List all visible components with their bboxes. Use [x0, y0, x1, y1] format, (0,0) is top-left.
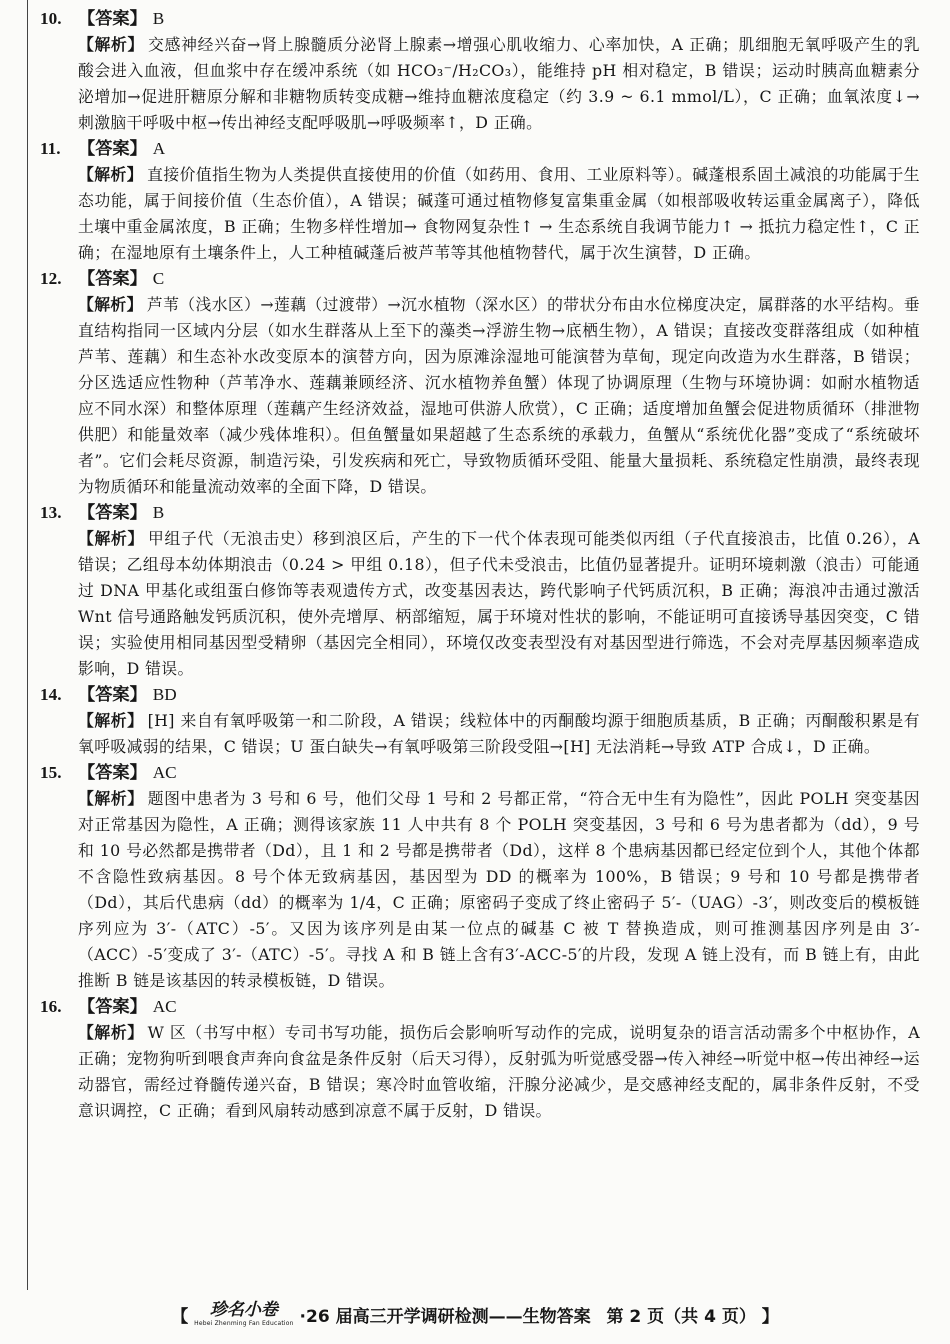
question-item [40, 266, 920, 500]
footer-page-number: 第 2 页（共 4 页） [606, 1307, 756, 1327]
answer-label: 【答案】 [78, 763, 147, 783]
answer-value: AC [152, 763, 177, 782]
brand-logo-subtitle: Hebei Zhenming Fan Education [194, 1320, 294, 1327]
question-number: 12. [40, 269, 62, 288]
explanation-text: 交感神经兴奋→肾上腺髓质分泌肾上腺素→增强心肌收缩力、心率加快，A 正确；肌细胞无氧呼吸产生的乳酸会进入血液，但血浆中存在缓冲系统（如 HCO₃⁻/H₂CO₃），能维持 pH 相对稳定，B 错误；运动时胰高血糖素分泌增加→促进肝糖原分解和非糖物质转变成糖→维持血糖浓度稳定（约 3.9 ~ 6.1 mmol/L），C 正确；血氧浓度↓→刺激脑干呼吸中枢→传出神经支配呼吸肌→呼吸频率↑，D 正确。 [78, 35, 920, 132]
footer-title: ·26 届高三开学调研检测——生物答案 [299, 1307, 591, 1327]
answer-value: B [152, 9, 165, 28]
answer-line [40, 994, 920, 1020]
answer-line [40, 500, 920, 526]
answer-value: BD [152, 685, 177, 704]
answer-line [40, 760, 920, 786]
question-number: 13. [40, 503, 62, 522]
question-item [40, 760, 920, 994]
answer-value: B [152, 503, 165, 522]
question-item [40, 994, 920, 1124]
answer-value: C [152, 269, 165, 288]
answer-value: AC [152, 997, 177, 1016]
question-item [40, 136, 920, 266]
answer-label: 【答案】 [78, 139, 147, 159]
explanation-text: 芦苇（浅水区）→莲藕（过渡带）→沉水植物（深水区）的带状分布由水位梯度决定，属群落的水平结构。垂直结构指同一区域内分层（如水生群落从上至下的藻类→浮游生物→底栖生物），A 错误；直接改变群落组成（如种植芦苇、莲藕）和生态补水改变原本的演替方向，因为原滩涂湿地可能演替为草甸，现定向改造为水生群落，B 错误；分区选适应性物种（芦苇净水、莲藕兼顾经济、沉水植物养鱼蟹）体现了协调原理（生物与环境协调：如耐水植物适应不同水深）和整体原理（莲藕产生经济效益，湿地可供游人欣赏），C 正确；适度增加鱼蟹会促进物质循环（排泄物供肥）和能量效率（减少残体堆积）。但鱼蟹量如果超越了生态系统的承载力，鱼蟹从“系统优化器”变成了“系统破坏者”。它们会耗尽资源，制造污染，引发疾病和死亡，导致物质循环受阻、能量大量损耗、系统稳定性崩溃，最终表现为物质循环和能量流动效率的全面下降，D 错误。 [78, 295, 920, 496]
explanation-paragraph [78, 292, 920, 500]
answer-line [40, 266, 920, 292]
explanation-paragraph [78, 32, 920, 136]
explanation-paragraph [78, 708, 920, 760]
explanation-label: 【解析】 [78, 1023, 144, 1042]
brand-logo-text: 珍名小卷 [209, 1300, 278, 1320]
answer-label: 【答案】 [78, 269, 147, 289]
explanation-text: 题图中患者为 3 号和 6 号，他们父母 1 号和 2 号都正常，“符合无中生有为隐性”，因此 POLH 突变基因对正常基因为隐性，A 正确；测得该家族 11 人中共有 8 个 POLH 突变基因，3 号和 6 号为患者都为（dd），9 号和 10 号必然都是携带者（Dd），且 1 和 2 号都是携带者（Dd），这样 8 个患病基因都已经定位到个人，其他个体都不含隐性致病基因。8 号个体无致病基因，基因型为 DD 的概率为 100%，B 错误；9 号和 10 号都是携带者（Dd），其后代患病（dd）的概率为 1/4，C 正确；原密码子变成了终止密码子 5′-（UAG）-3′，则改变后的模板链序列应为 3′-（ATC）-5′。又因为该序列是由某一位点的碱基 C 被 T 替换造成，则可推测基因序列是由 3′-（ACC）-5′变成了 3′-（ATC）-5′。寻找 A 和 B 链上含有3′-ACC-5′的片段，发现 A 链上没有，而 B 链上有，由此推断 B 链是该基因的转录模板链，D 错误。 [78, 789, 921, 990]
page-footer [0, 1301, 950, 1333]
explanation-paragraph [78, 786, 920, 994]
answer-line [40, 136, 920, 162]
explanation-paragraph [78, 526, 920, 682]
answer-label: 【答案】 [78, 503, 147, 523]
explanation-text: [H] 来自有氧呼吸第一和二阶段，A 错误；线粒体中的丙酮酸均源于细胞质基质，B 正确；丙酮酸积累是有氧呼吸减弱的结果，C 错误；U 蛋白缺失→有氧呼吸第三阶段受阻→[H] 无法消耗→导致 ATP 合成↓，D 正确。 [78, 711, 920, 756]
answer-list [40, 6, 920, 1124]
explanation-text: W 区（书写中枢）专司书写功能，损伤后会影响听写动作的完成，说明复杂的语言活动需多个中枢协作，A 正确；宠物狗听到喂食声奔向食盆是条件反射（后天习得），反射弧为听觉感受器→传入神经→听觉中枢→传出神经→运动器官，需经过脊髓传递兴奋，B 错误；寒冷时血管收缩，汗腺分泌减少，是交感神经支配的，属非条件反射，不受意识调控，C 正确；看到风扇转动感到凉意不属于反射，D 错误。 [78, 1023, 920, 1120]
explanation-text: 甲组子代（无浪击史）移到浪区后，产生的下一代个体表现可能类似丙组（子代直接浪击，比值 0.26），A 错误；乙组母本幼体期浪击（0.24 > 甲组 0.18），但子代未受浪击，比值仍显著提升。证明环境刺激（浪击）可能通过 DNA 甲基化或组蛋白修饰等表观遗传方式，改变基因表达，跨代影响子代钙质沉积，B 正确；海浪冲击通过激活 Wnt 信号通路触发钙质沉积，使外壳增厚、柄部缩短，属于环境对性状的影响，不能证明可直接诱导基因突变，C 错误；实验使用相同基因型受精卵（基因完全相同），环境仅改变表型没有对基因型进行筛选，不会对壳厚基因频率造成影响，D 错误。 [78, 529, 921, 678]
question-number: 14. [40, 685, 62, 704]
question-item [40, 682, 920, 760]
left-margin-rule [27, 0, 28, 1290]
question-number: 16. [40, 997, 62, 1016]
brand-logo [194, 1301, 293, 1333]
explanation-label: 【解析】 [78, 165, 144, 184]
answer-label: 【答案】 [78, 9, 147, 29]
answer-label: 【答案】 [78, 685, 147, 705]
answer-value: A [152, 139, 166, 158]
explanation-text: 直接价值指生物为人类提供直接使用的价值（如药用、食用、工业原料等）。碱蓬根系固土减浪的功能属于生态功能，属于间接价值（生态价值），A 错误；碱蓬可通过植物修复富集重金属（如根部吸收转运重金属离子），降低土壤中重金属浓度，B 正确；生物多样性增加→ 食物网复杂性↑ → 生态系统自我调节能力↑ → 抵抗力稳定性↑，C 正确；在湿地原有土壤条件上，人工种植碱蓬后被芦苇等其他植物替代，属于次生演替，D 正确。 [78, 165, 920, 262]
question-number: 10. [40, 9, 62, 28]
question-item [40, 6, 920, 136]
question-number: 15. [40, 763, 62, 782]
explanation-label: 【解析】 [78, 789, 144, 808]
question-number: 11. [40, 139, 61, 158]
explanation-label: 【解析】 [78, 35, 145, 54]
explanation-paragraph [78, 162, 920, 266]
footer-bracket-close: 】 [761, 1307, 779, 1327]
answer-line [40, 682, 920, 708]
explanation-label: 【解析】 [78, 295, 143, 314]
footer-bracket-open: 【 [171, 1307, 189, 1327]
answer-line [40, 6, 920, 32]
explanation-paragraph [78, 1020, 920, 1124]
question-item [40, 500, 920, 682]
explanation-label: 【解析】 [78, 529, 144, 548]
explanation-label: 【解析】 [78, 711, 144, 730]
answer-label: 【答案】 [78, 997, 147, 1017]
